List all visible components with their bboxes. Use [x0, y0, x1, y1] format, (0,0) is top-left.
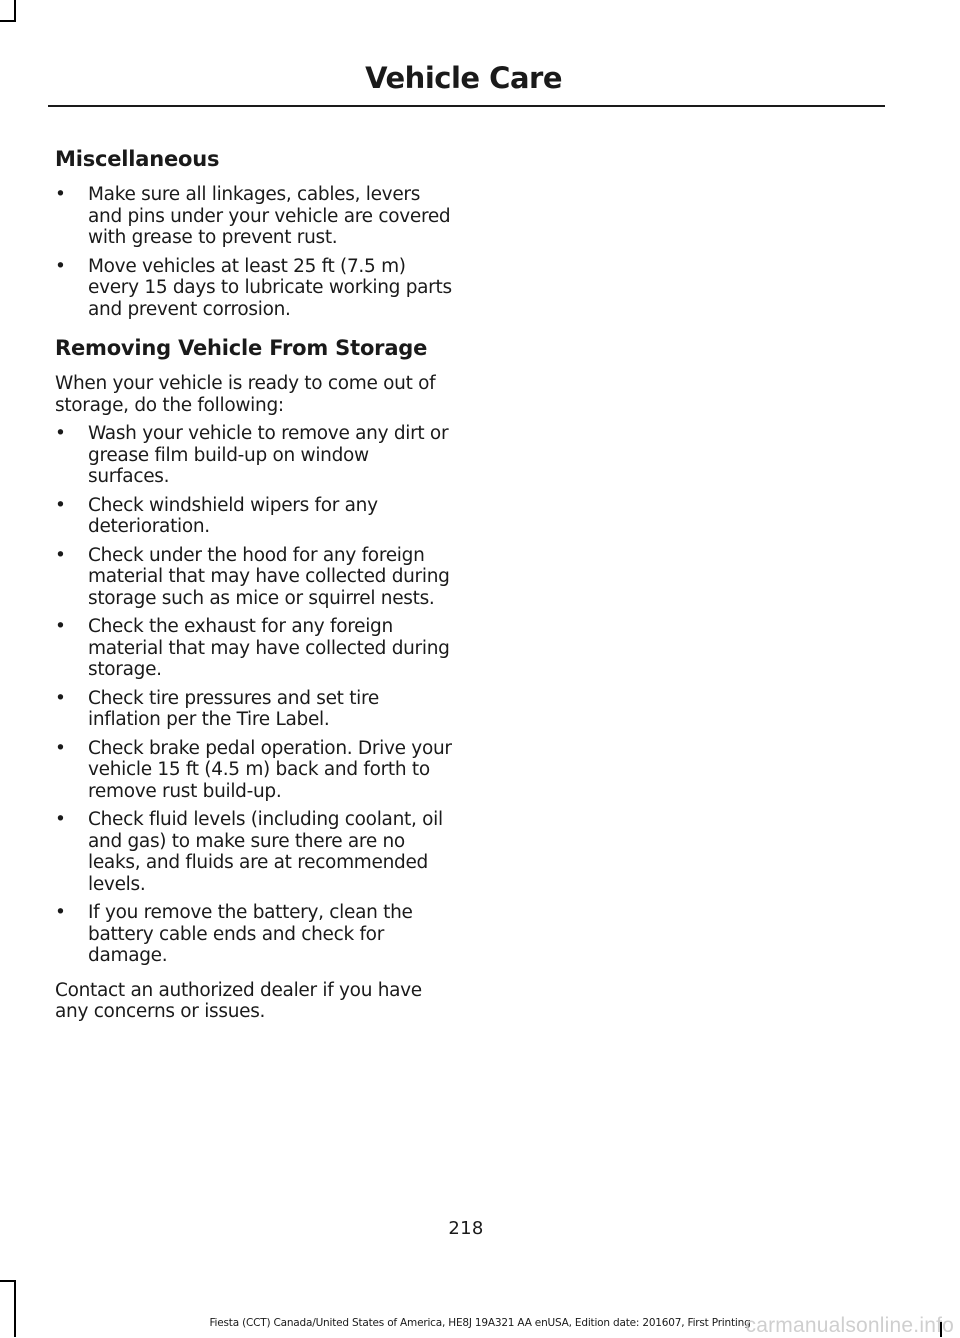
list-item	[55, 809, 455, 895]
section-heading-miscellaneous: Miscellaneous	[55, 147, 220, 171]
list-item-text: Move vehicles at least 25 ft (7.5 m) every 15 days to lubricate working parts and prevent corrosion.	[88, 255, 452, 320]
list-item-text: Check fluid levels (including coolant, oil and gas) to make sure there are no leaks, and fluids are at recommended levels.	[88, 809, 443, 895]
bullet-icon: •	[55, 616, 66, 637]
list-item-text: Wash your vehicle to remove any dirt or grease film build-up on window surfaces.	[88, 423, 449, 487]
list-item	[55, 495, 455, 538]
watermark-text: carmanualsonline.info	[745, 1314, 954, 1337]
bullet-icon: •	[55, 184, 66, 205]
list-item-text: Check the exhaust for any foreign material that may have collected during storage.	[88, 616, 450, 680]
section-intro-paragraph: When your vehicle is ready to come out of storage, do the following:	[55, 373, 436, 416]
page-header-title: Vehicle Care	[365, 61, 562, 95]
list-item-text: Make sure all linkages, cables, levers and pins under your vehicle are covered with grease to prevent rust.	[88, 184, 451, 248]
bullet-icon: •	[55, 687, 66, 709]
crop-mark-top-left-vertical	[14, 0, 16, 22]
list-item	[55, 256, 455, 321]
section-heading-removing-vehicle-from-storage: Removing Vehicle From Storage	[55, 336, 428, 360]
bullet-list-removing-from-storage	[55, 423, 455, 967]
list-item-text: Check windshield wipers for any deterioration.	[88, 494, 378, 537]
list-item	[55, 738, 455, 803]
list-item	[55, 423, 455, 488]
list-item-text: Check tire pressures and set tire inflation per the Tire Label.	[88, 687, 379, 730]
crop-mark-bottom-left-horizontal	[0, 1280, 16, 1282]
list-item	[55, 616, 455, 681]
list-item-text: If you remove the battery, clean the battery cable ends and check for damage.	[88, 902, 413, 966]
list-item	[55, 688, 455, 731]
bullet-list-miscellaneous	[55, 184, 455, 320]
bullet-icon: •	[55, 809, 66, 830]
closing-paragraph: Contact an authorized dealer if you have any concerns or issues.	[55, 979, 422, 1022]
list-item-text: Check under the hood for any foreign material that may have collected during storage such as mice or squirrel nests.	[88, 544, 450, 609]
bullet-icon: •	[55, 423, 66, 444]
list-item	[55, 545, 455, 610]
bullet-icon: •	[55, 544, 66, 566]
bullet-icon: •	[55, 737, 66, 759]
bullet-icon: •	[55, 255, 66, 277]
crop-mark-top-left-horizontal	[0, 20, 16, 22]
footer-edition-info: Fiesta (CCT) Canada/United States of America, HE8J 19A321 AA enUSA, Edition date: 201607, First Printing	[209, 1317, 751, 1329]
bullet-icon: •	[55, 902, 66, 923]
main-content	[55, 144, 455, 1023]
list-item-text: Check brake pedal operation. Drive your vehicle 15 ft (4.5 m) back and forth to remove rust build-up.	[88, 737, 452, 802]
page-number: 218	[448, 1218, 484, 1239]
list-item	[55, 184, 455, 249]
list-item	[55, 902, 455, 967]
header-divider	[48, 105, 885, 107]
bullet-icon: •	[55, 494, 66, 516]
